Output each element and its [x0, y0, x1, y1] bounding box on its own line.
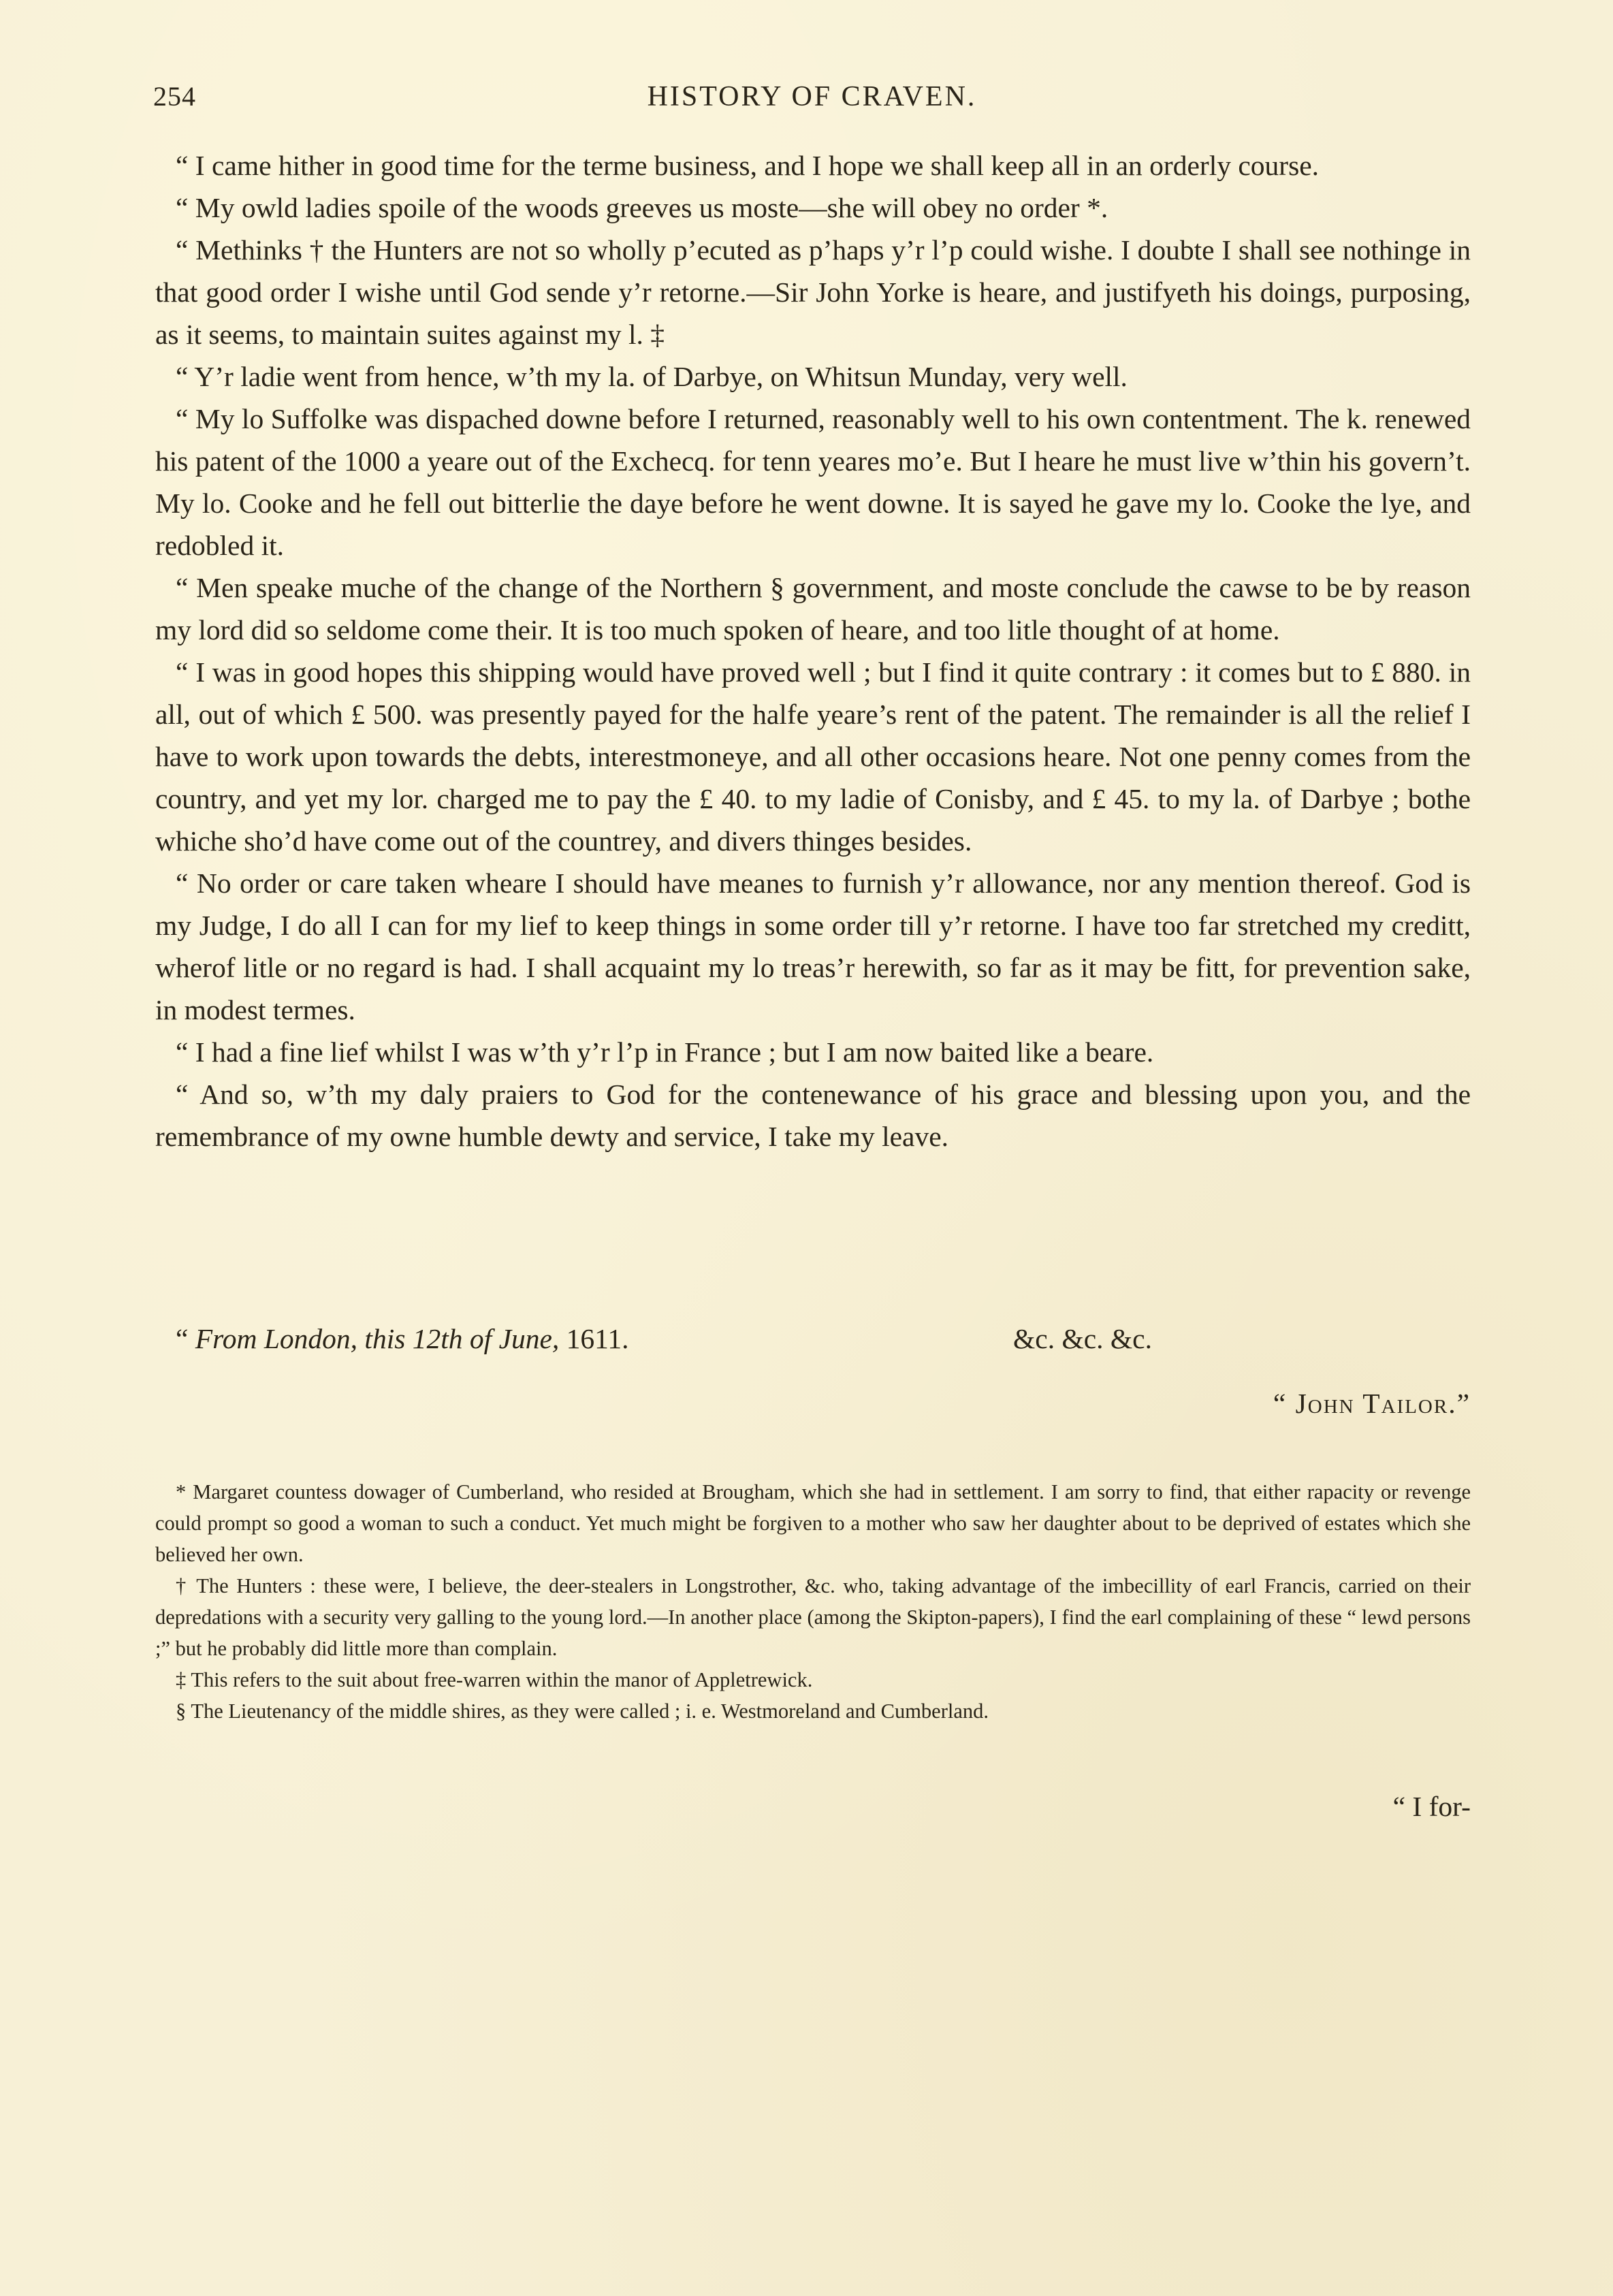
letter-paragraph: “ My owld ladies spoile of the woods greeves us moste—she will obey no order *. — [176, 192, 1108, 223]
letter-paragraph: “ Men speake muche of the change of the Northern § government, and moste conclude the cawse to be by reason my lord did so seldome come their. It is too much spoken of heare, and too litle thought of at home. — [155, 572, 1471, 645]
footnotes — [155, 1476, 1471, 1727]
dateline-place-date: From London, this 12th of June, — [195, 1323, 560, 1354]
footnote: § The Lieutenancy of the middle shires, as they were called ; i. e. Westmoreland and Cumberland. — [176, 1700, 989, 1723]
dateline-open-quote: “ — [176, 1323, 189, 1354]
letter-paragraph: “ I came hither in good time for the terme business, and I hope we shall keep all in an orderly course. — [176, 150, 1320, 181]
letter-paragraph: “ I was in good hopes this shipping would have proved well ; but I find it quite contrary : it comes but to £ 880. in all, out of which £ 500. was presently payed for the halfe yeare’s rent of the patent. The remainder is all the relief I have to work upon towards the debts, interestmoneye, and all other occasions heare. Not one penny comes from the country, and yet my lor. charged me to pay the £ 40. to my ladie of Conisby, and £ 45. to my la. of Darbye ; bothe whiche sho’d have come out of the countrey, and divers thinges besides. — [155, 656, 1471, 857]
letter-paragraph: “ Methinks † the Hunters are not so wholly p’ecuted as p’haps y’r l’p could wishe. I doubte I shall see nothinge in that good order I wishe until God sende y’r retorne.—Sir John Yorke is heare, and justifyeth his doings, purposing, as it seems, to maintain suites against my l. ‡ — [155, 234, 1471, 350]
dateline — [176, 1318, 1197, 1360]
letter-paragraph: “ My lo Suffolke was dispached downe before I returned, reasonably well to his own contentment. The k. renewed his patent of the 1000 a yeare out of the Exchecq. for tenn yeares mo’e. But I heare he must live w’thin his govern’t. My lo. Cooke and he fell out bitterlie the daye before he went downe. It is sayed he gave my lo. Cooke the lye, and redobled it. — [155, 403, 1471, 561]
footnote: ‡ This refers to the suit about free-warren within the manor of Appletrewick. — [176, 1668, 813, 1691]
letter-paragraph: “ No order or care taken wheare I should have meanes to furnish y’r allowance, nor any mention thereof. God is my Judge, I do all I can for my lief to keep things in some order till y’r retorne. I have too far stretched my creditt, wherof litle or no regard is had. I shall acquaint my lo treas’r herewith, so far as it may be fitt, for prevention sake, in modest termes. — [155, 867, 1471, 1025]
footnote: † The Hunters : these were, I believe, the deer-stealers in Longstrother, &c. who, taking advantage of the imbecillity of earl Francis, carried on their depredations with a security very galling to the young lord.—In another place (among the Skipton-papers), I find the earl complaining of these “ lewd persons ;” but he probably did little more than complain. — [155, 1574, 1471, 1660]
page-number: 254 — [153, 81, 196, 112]
running-head — [153, 80, 1471, 121]
dateline-year: 1611. — [566, 1323, 629, 1354]
letter-paragraph: “ And so, w’th my daly praiers to God for the contenewance of his grace and blessing upon you, and the remembrance of my owne humble dewty and service, I take my leave. — [155, 1079, 1471, 1152]
letter-paragraph: “ Y’r ladie went from hence, w’th my la. of Darbye, on Whitsun Munday, very well. — [176, 361, 1128, 392]
letter-paragraph: “ I had a fine lief whilst I was w’th y’r l’p in France ; but I am now baited like a beare. — [176, 1036, 1154, 1068]
letter-body — [155, 144, 1471, 1158]
signature: “ John Tailor.” — [1273, 1388, 1471, 1419]
footnote: * Margaret countess dowager of Cumberland, who resided at Brougham, which she had in settlement. I am sorry to find, that either rapacity or revenge could prompt so good a woman to such a conduct. Yet much might be forgiven to a mother who saw her daughter about to be deprived of estates which she believed her own. — [155, 1480, 1471, 1566]
running-title: HISTORY OF CRAVEN. — [647, 81, 977, 112]
catchword: “ I for- — [1392, 1791, 1471, 1822]
dateline-etc: &c. &c. &c. — [1013, 1323, 1152, 1354]
